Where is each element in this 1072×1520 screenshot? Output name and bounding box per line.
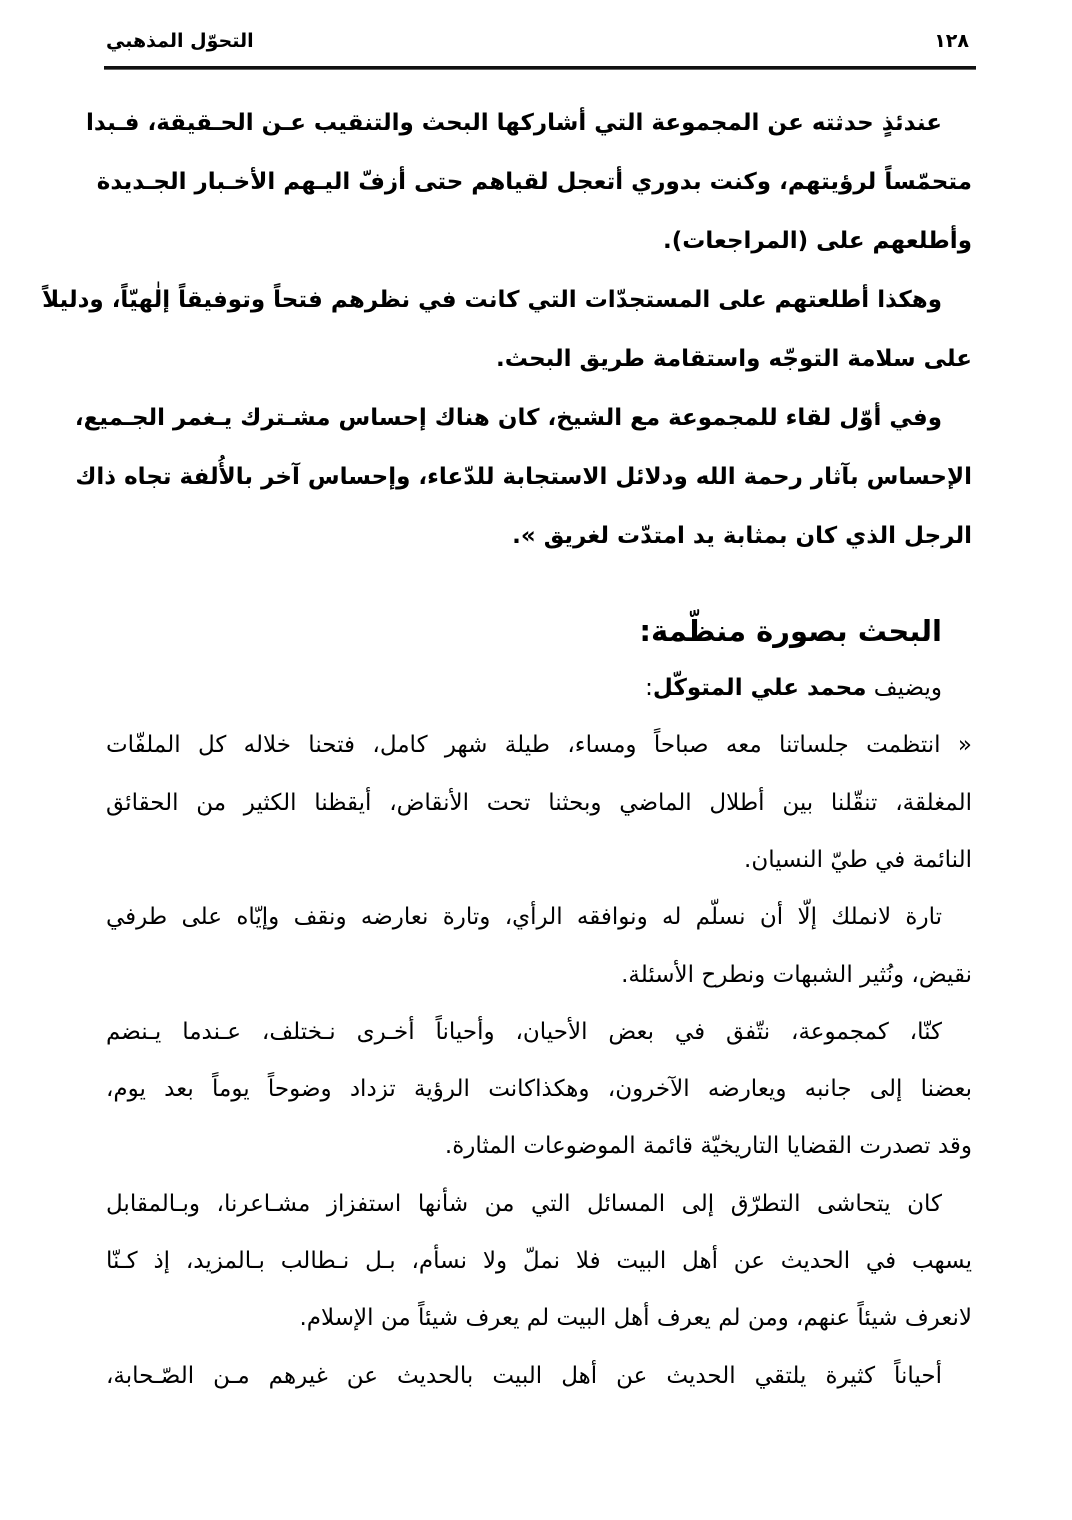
running-header-title: التحوّل المذهبي (106, 30, 254, 52)
text-line: المغلقة، تنقّلنا بين أطلال الماضي وبحثنا تحت الأنقاض، أيقظنا الكثير من الحقائق (106, 789, 972, 816)
text-line: الإحساس بآثار رحمة الله ودلائل الاستجابة للدّعاء، وإحساس آخر بالأُلفة تجاه ذاك (75, 464, 972, 490)
text-line: كنّا، كمجموعة، نتّفق في بعض الأحيان، وأحياناً أخـرى نـختلف، عـندما يـنضم (106, 1018, 942, 1045)
text-line: كان يتحاشى التطرّق إلى المسائل التي من شأنها استفزاز مشـاعرنا، وبـالمقابل (106, 1190, 942, 1217)
page-number: ١٢٨ (934, 30, 969, 52)
section-heading: البحث بصورة منظّمة: (639, 614, 942, 648)
text-line: أحياناً كثيرة يلتقي الحديث عن أهل البيت بالحديث عن غيرهم مـن الصّـحابة، (106, 1362, 942, 1389)
intro-text: : (645, 675, 653, 701)
text-line: نقيض، ونُثير الشبهات ونطرح الأسئلة. (621, 961, 972, 988)
intro-text: ويضيف (866, 675, 942, 701)
text-line: الرجل الذي كان بمثابة يد امتدّت لغريق ». (512, 523, 972, 549)
text-line: على سلامة التوجّه واستقامة طريق البحث. (495, 346, 972, 372)
text-line: لانعرف شيئاً عنهم، ومن لم يعرف أهل البيت لم يعرف شيئاً من الإسلام. (299, 1305, 972, 1332)
text-line: وأطلعهم على (المراجعات). (662, 228, 972, 254)
text-line: « انتظمت جلساتنا معه صباحاً ومساء، طيلة شهر كامل، فتحنا خلاله كل الملفّات (106, 732, 972, 759)
text-line: عندئذٍ حدثته عن المجموعة التي أشاركها البحث والتنقيب عـن الحـقيقة، فـبدا (86, 110, 942, 136)
text-line: وهكذا أطلعتهم على المستجدّات التي كانت في نظرهم فتحاً وتوفيقاً إلٰهيّاً، ودليلاً (42, 287, 942, 313)
text-line: متحمّساً لرؤيتهم، وكنت بدوري أتعجل لقياهم حتى أزفّ اليـهم الأخـبار الجـديدة (96, 169, 972, 195)
text-line: النائمة في طيّ النسيان. (744, 846, 972, 873)
intro-line (106, 668, 972, 708)
text-line: وفي أوّل لقاء للمجموعة مع الشيخ، كان هناك إحساس مشـترك يـغمر الجـميع، (74, 405, 942, 431)
author-name: محمد علي المتوكّل (652, 675, 867, 701)
text-line: وقد تصدرت القضايا التاريخيّة قائمة الموضوعات المثارة. (444, 1133, 972, 1160)
header-rule (104, 66, 976, 70)
text-line: تارة لانملك إلّا أن نسلّم له ونوافقه الرأي، وتارة نعارضه ونقف وإيّاه على طرفي (106, 904, 942, 931)
text-line: يسهب في الحديث عن أهل البيت فلا نملّ ولا نسأم، بـل نـطالب بـالمزيد، إذ كـنّا (106, 1248, 972, 1274)
text-line: بعضنا إلى جانبه ويعارضه الآخرون، وهكذاكانت الرؤية تزداد وضوحاً يوماً بعد يوم، (106, 1076, 972, 1103)
